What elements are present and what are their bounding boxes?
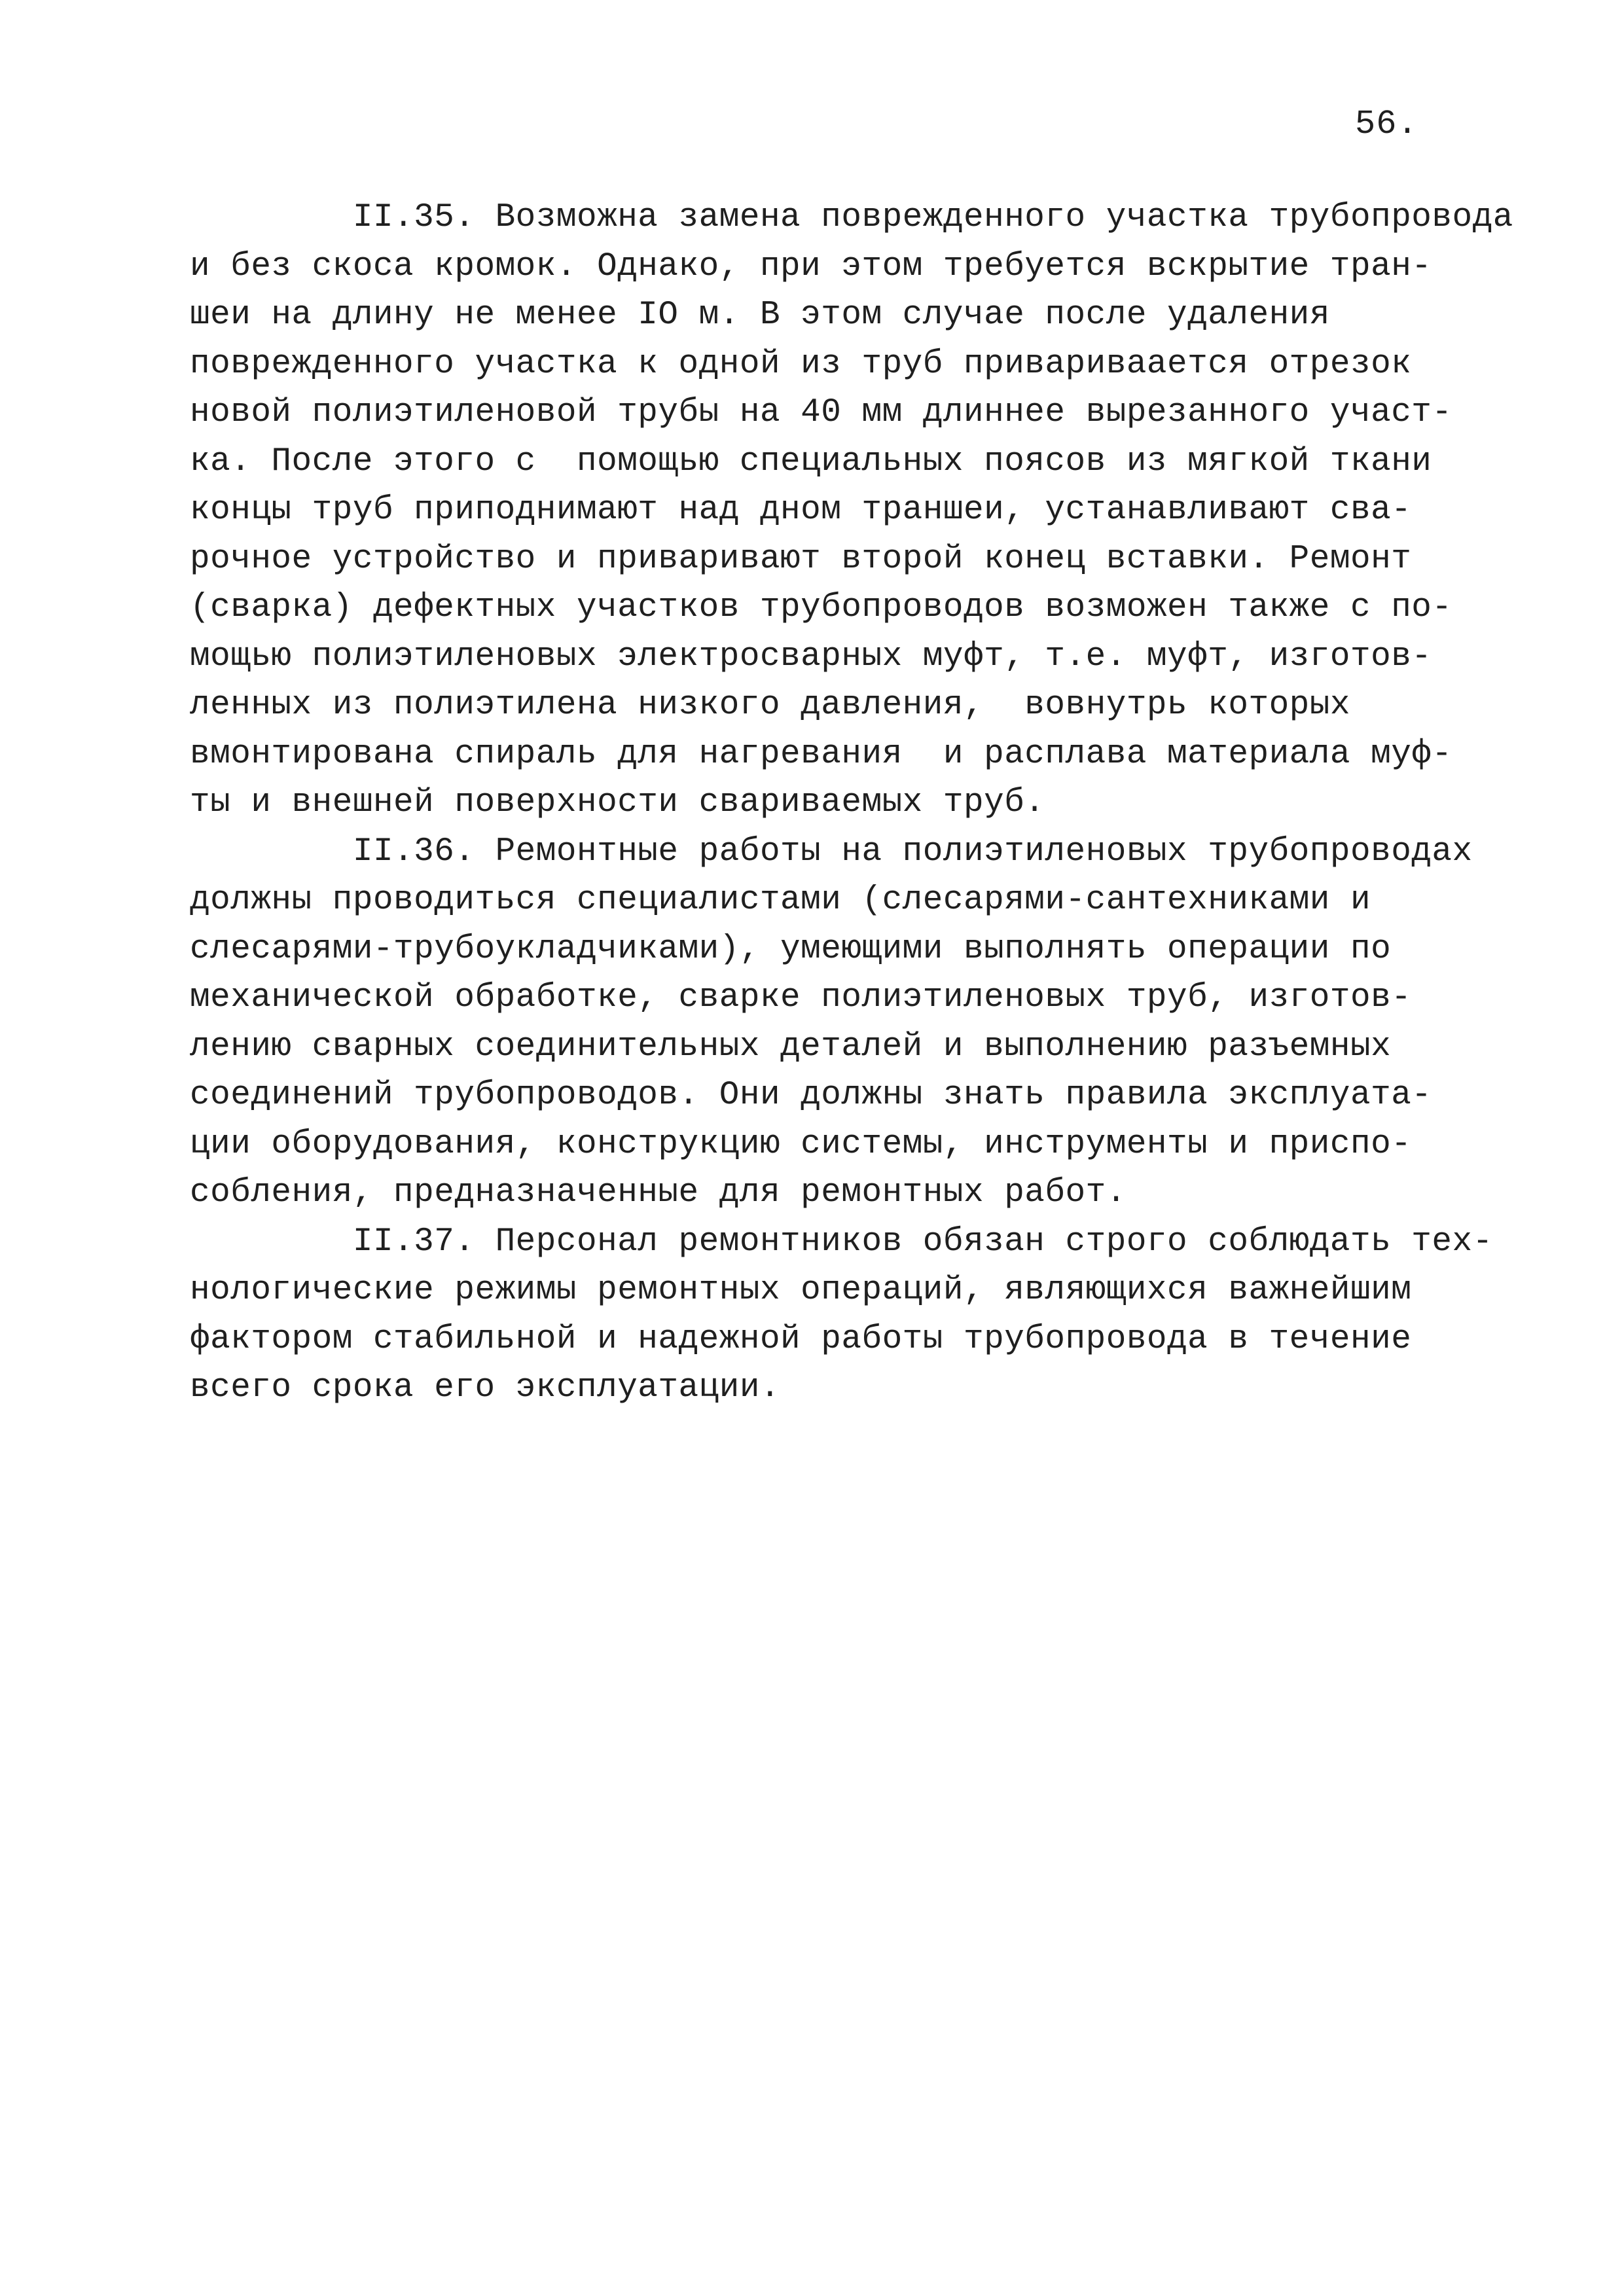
text-line: ленных из полиэтилена низкого давления, вовнутрь которых [190, 687, 1350, 724]
text-line: новой полиэтиленовой трубы на 40 мм длиннее вырезанного участ- [190, 394, 1453, 431]
text-line: ции оборудования, конструкцию системы, инструменты и приспо- [190, 1125, 1412, 1163]
text-line: ка. После этого с помощью специальных поясов из мягкой ткани [190, 442, 1432, 480]
text-line: II.35. Возможна замена поврежденного участка трубопровода [190, 199, 1513, 236]
text-line: должны проводиться специалистами (слесарями-сантехниками и [190, 882, 1371, 919]
text-line: соединений трубопроводов. Они должны знать правила эксплуата- [190, 1077, 1432, 1114]
text-line: и без скоса кромок. Однако, при этом требуется вскрытие тран- [190, 247, 1432, 285]
text-line: шеи на длину не менее IO м. В этом случае после удаления [190, 296, 1330, 334]
text-line: поврежденного участка к одной из труб привариваается отрезок [190, 345, 1412, 383]
text-line: всего срока его эксплуатации. [190, 1369, 781, 1407]
text-line: собления, предназначенные для ремонтных работ. [190, 1174, 1127, 1211]
page-number: 56. [1355, 105, 1418, 143]
text-line: ты и внешней поверхности свариваемых труб. [190, 784, 1045, 821]
text-line: (сварка) дефектных участков трубопроводов возможен также с по- [190, 589, 1453, 626]
text-line: слесарями-трубоукладчиками), умеющими выполнять операции по [190, 930, 1392, 968]
text-line: II.37. Персонал ремонтников обязан строго соблюдать тех- [190, 1223, 1493, 1261]
text-line: вмонтирована спираль для нагревания и расплава материала муф- [190, 735, 1453, 773]
text-line: рочное устройство и приваривают второй конец вставки. Ремонт [190, 540, 1412, 578]
body-text [190, 194, 1513, 1413]
text-line: нологические режимы ремонтных операций, являющихся важнейшим [190, 1272, 1412, 1309]
text-line: фактором стабильной и надежной работы трубопровода в течение [190, 1320, 1412, 1358]
text-line: концы труб приподнимают над дном траншеи, устанавливают сва- [190, 492, 1412, 529]
text-line: II.36. Ремонтные работы на полиэтиленовых трубопроводах [190, 833, 1473, 870]
text-line: лению сварных соединительных деталей и выполнению разъемных [190, 1028, 1392, 1066]
text-line: мощью полиэтиленовых электросварных муфт, т.е. муфт, изготов- [190, 637, 1432, 675]
text-line: механической обработке, сварке полиэтиленовых труб, изготов- [190, 979, 1412, 1016]
